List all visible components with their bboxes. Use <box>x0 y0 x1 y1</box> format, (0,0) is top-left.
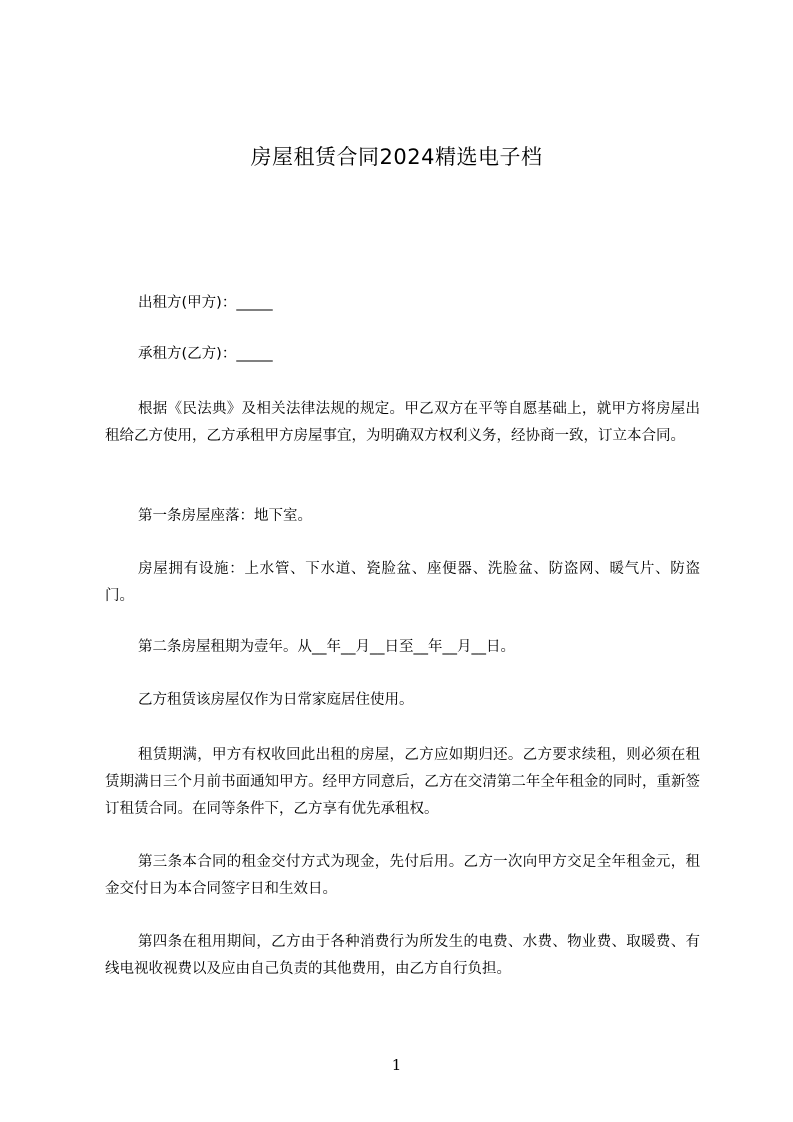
document-title: 房屋租赁合同2024精选电子档 <box>250 145 543 169</box>
lessee-line: 承租方(乙方)：_____ <box>138 346 273 362</box>
article-4-expenses: 第四条在租用期间，乙方由于各种消费行为所发生的电费、水费、物业费、取暖费、有线电视收视费以及应由自己负责的其他费用，由乙方自行负担。 <box>105 934 700 977</box>
article-3-payment: 第三条本合同的租金交付方式为现金，先付后用。乙方一次向甲方交足全年租金元，租金交付日为本合同签字日和生效日。 <box>105 854 700 897</box>
page-number: 1 <box>391 1056 402 1074</box>
facilities-paragraph: 房屋拥有设施：上水管、下水道、瓷脸盆、座便器、洗脸盆、防盗网、暖气片、防盗门。 <box>105 561 700 604</box>
article-1-location: 第一条房屋座落：地下室。 <box>138 508 312 524</box>
renewal-paragraph: 租赁期满，甲方有权收回此出租的房屋，乙方应如期归还。乙方要求续租，则必须在租赁期满日三个月前书面通知甲方。经甲方同意后，乙方在交清第二年全年租金的同时，重新签订租赁合同。在同等条件下，乙方享有优先承租权。 <box>105 747 700 817</box>
article-2-term: 第二条房屋租期为壹年。从__年__月__日至__年__月__日。 <box>138 639 515 655</box>
usage-paragraph: 乙方租赁该房屋仅作为日常家庭居住使用。 <box>138 692 414 708</box>
lessor-line: 出租方(甲方)：_____ <box>138 295 273 311</box>
preamble-paragraph: 根据《民法典》及相关法律法规的规定。甲乙双方在平等自愿基础上，就甲方将房屋出租给乙方使用，乙方承租甲方房屋事宜，为明确双方权利义务，经协商一致，订立本合同。 <box>105 401 700 444</box>
